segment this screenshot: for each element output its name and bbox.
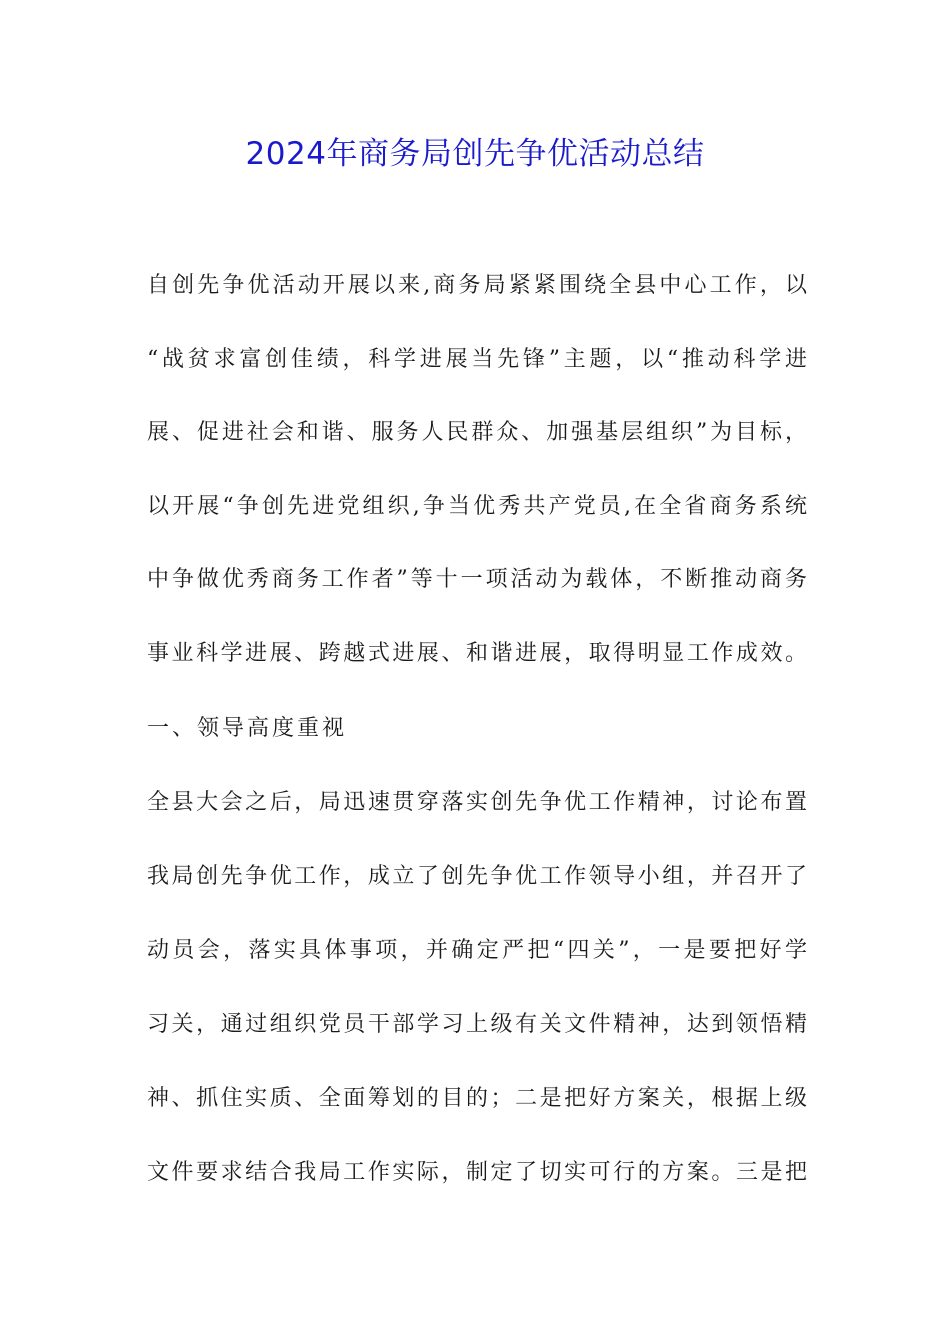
paragraph-line: 事业科学进展、跨越式进展、和谐进展，取得明显工作成效。 [147,641,807,666]
paragraph-line: 动员会，落实具体事项，并确定严把“四关”，一是要把好学 [147,938,807,963]
paragraph-line: 以开展“争创先进党组织,争当优秀共产党员,在全省商务系统 [147,494,807,519]
paragraph-line: 习关，通过组织党员干部学习上级有关文件精神，达到领悟精 [147,1012,807,1037]
paragraph-line: 神、抓住实质、全面筹划的目的；二是把好方案关，根据上级 [147,1086,807,1111]
paragraph-line: 文件要求结合我局工作实际，制定了切实可行的方案。三是把 [147,1160,807,1185]
paragraph-line: 展、促进社会和谐、服务人民群众、加强基层组织”为目标， [147,420,807,445]
paragraph-line: 我局创先争优工作，成立了创先争优工作领导小组，并召开了 [147,864,807,889]
document-title: 2024年商务局创先争优活动总结 [245,136,705,172]
paragraph-line: 全县大会之后，局迅速贯穿落实创先争优工作精神，讨论布置 [147,790,807,815]
section-heading: 一、领导高度重视 [147,716,348,741]
paragraph-line: 自创先争优活动开展以来,商务局紧紧围绕全县中心工作，以 [147,273,807,298]
paragraph-line: “战贫求富创佳绩，科学进展当先锋”主题，以“推动科学进 [147,347,807,372]
paragraph-line: 中争做优秀商务工作者”等十一项活动为载体，不断推动商务 [147,567,807,592]
